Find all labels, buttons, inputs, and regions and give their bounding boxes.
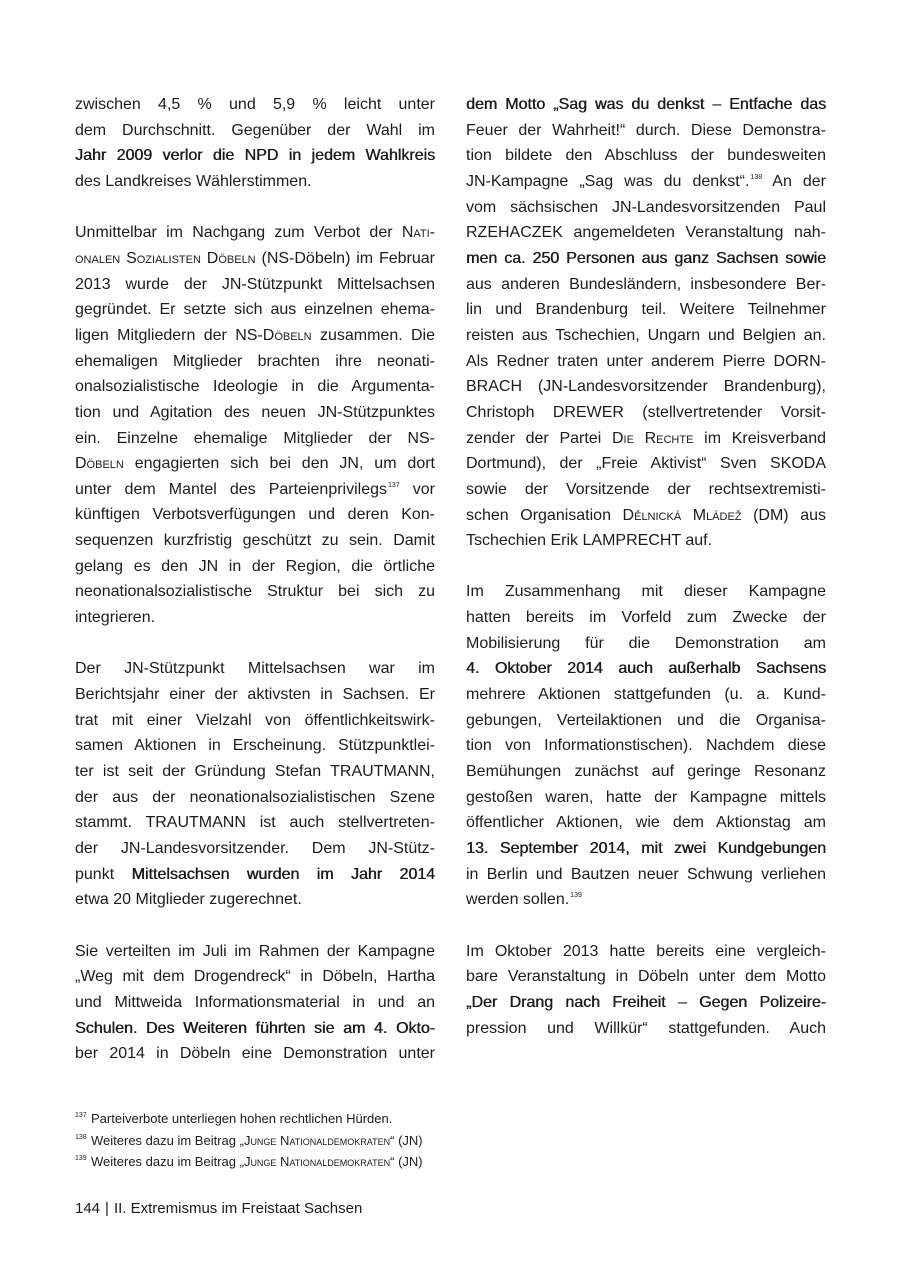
text-line [466,92,826,118]
text-run: Mobilisierung für die Demonstration am [466,634,826,652]
text-run: Dortmund), der „Freie Aktivist“ Sven SKODA [466,455,826,473]
emphasized-text-run: Jahr 2009 verlor die NPD in jedem Wahlkreis [75,147,435,165]
text-line [466,220,826,246]
small-caps-text-run: Döbeln [262,326,312,344]
text-line [75,169,435,195]
text-run: vom sächsischen JN-Landesvorsitzenden Paul [466,198,826,216]
text-line [466,939,826,965]
text-line [466,631,826,657]
text-run: stammt. TRAUTMANN ist auch stellvertreten- [75,814,435,832]
text-line [466,682,826,708]
text-line [75,862,435,888]
text-run: öffentlicher Aktionen, wie dem Aktionstag am [466,814,826,832]
running-section-title: II. Extremismus im Freistaat Sachsen [113,1200,363,1217]
text-run: trat mit einer Vielzahl von öffentlichkeitswirk- [75,711,435,729]
text-line [466,195,826,221]
footnote-reference: 138 [750,173,763,181]
text-line [75,272,435,298]
text-line [466,836,826,862]
text-run: gestoßen waren, hatte der Kampagne mittels [466,788,826,806]
text-run: in Berlin und Bautzen neuer Schwung verliehen [466,865,826,883]
text-run: im Kreisverband [693,429,826,447]
text-line [466,733,826,759]
text-run: engagierten sich bei den JN, um dort [123,455,435,473]
text-line [466,272,826,298]
text-run: Sie verteilten im Juli im Rahmen der Kampagne [75,942,435,960]
text-line [75,220,435,246]
text-run: Der JN-Stützpunkt Mittelsachsen war im [75,660,435,678]
text-run: tion und Agitation des neuen JN-Stützpunktes [75,403,435,421]
text-line [75,1041,435,1067]
footnote: 137 Parteiverbote unterliegen hohen rechtlichen Hürden. [75,1111,393,1126]
text-line [75,92,435,118]
text-line [75,246,435,272]
page-footer [75,1199,362,1219]
emphasized-text-run: 13. September 2014, mit zwei Kundgebungen [466,840,826,858]
text-run: “ (JN) [390,1154,423,1169]
text-line [75,118,435,144]
text-line [75,297,435,323]
text-line [466,169,826,195]
text-run: reisten aus Tschechien, Ungarn und Belgien an. [466,326,826,344]
text-line [466,374,826,400]
text-line [75,785,435,811]
text-line [75,554,435,580]
text-line [75,733,435,759]
text-line [75,400,435,426]
text-run: ber 2014 in Döbeln eine Demonstration unter [75,1045,435,1063]
text-line [75,990,435,1016]
left-text-column [75,92,435,1093]
emphasized-text-run: Mittelsachsen wurden im Jahr 2014 [131,865,435,883]
text-run: Berichtsjahr einer der aktivsten in Sachsen. Er [75,686,435,704]
text-run: Weiteres dazu im Beitrag „ [91,1154,244,1169]
small-caps-text-run: Nati- [401,224,435,242]
text-run: vor [399,480,436,498]
text-run: neonationalsozialistische Struktur bei sich zu [75,583,435,601]
text-run: Tschechien Erik LAMPRECHT auf. [466,532,713,550]
text-run: (DM) aus [741,506,826,524]
text-run: Feuer der Wahrheit!“ durch. Diese Demonstra- [466,121,826,139]
text-line [75,451,435,477]
text-line [75,143,435,169]
footnote: 139 Weiteres dazu im Beitrag „Junge Nationaldemokraten“ (JN) [75,1154,423,1169]
text-line [75,759,435,785]
text-run: gegründet. Er setzte sich aus einzelnen ehema- [75,301,435,319]
text-run: Weiteres dazu im Beitrag „ [91,1132,244,1148]
text-run: ter ist seit der Gründung Stefan TRAUTMANN, [75,763,435,781]
emphasized-text-run: dem Motto „Sag was du denkst – Entfache das [466,96,826,113]
text-run: Im Zusammenhang mit dieser Kampagne [466,583,826,601]
text-run: ehemaligen Mitglieder brachten ihre neonati- [75,352,435,370]
text-line [466,785,826,811]
text-run: gebungen, Verteilaktionen und die Organisa- [466,711,826,729]
text-line [75,528,435,554]
text-run: Unmittelbar im Nachgang zum Verbot der [75,224,402,242]
text-line [75,1016,435,1042]
text-line [466,1016,826,1042]
text-run: (NS-Döbeln) im Februar [255,249,436,267]
text-run: punkt [75,865,132,883]
small-caps-text-run: Döbeln [75,455,124,473]
text-run: mehrere Aktionen stattgefunden (u. a. Kund- [466,686,826,704]
text-run: onalsozialistische Ideologie in die Argumenta- [75,378,435,396]
text-line [466,708,826,734]
text-run: werden sollen. [466,891,570,909]
text-line [75,810,435,836]
text-run: etwa 20 Mitglieder zugerechnet. [75,891,302,909]
text-run: Als Redner traten unter anderem Pierre DORN- [466,352,826,370]
text-line [466,862,826,888]
text-run: ligen Mitgliedern der NS- [75,326,263,344]
text-run: Im Oktober 2013 hatte bereits eine vergleich- [466,942,826,960]
text-run: dem Durchschnitt. Gegenüber der Wahl im [75,121,435,139]
text-line [75,426,435,452]
text-run: RZEHACZEK angemeldeten Veranstaltung nah- [466,224,826,242]
text-run: aus anderen Bundesländern, insbesondere Ber- [466,275,826,293]
text-line [466,503,826,529]
emphasized-text-run: Schulen. Des Weiteren führten sie am 4. Okto- [75,1019,435,1037]
page-number: 144 [75,1200,101,1217]
text-line [75,374,435,400]
text-line [75,939,435,965]
text-line [466,349,826,375]
small-caps-text-run: onalen Sozialisten Döbeln [75,249,256,267]
text-run: bare Veranstaltung in Döbeln unter dem Motto [466,968,826,986]
text-line [466,887,826,913]
text-run: tion bildete den Abschluss der bundesweiten [466,147,826,165]
text-run: zender der Partei [466,429,612,447]
text-line [466,477,826,503]
text-run: JN-Kampagne „Sag was du denkst“. [466,172,750,190]
text-run: sowie der Vorsitzende der rechtsextremisti- [466,480,826,498]
paragraph [466,939,826,1042]
text-run: schen Organisation [466,506,623,524]
footnote: 138 Weiteres dazu im Beitrag „Junge Nationaldemokraten“ (JN) [75,1132,423,1148]
text-run: der aus der neonationalsozialistischen Szene [75,788,435,806]
text-line [466,964,826,990]
text-line [466,810,826,836]
text-line [75,887,435,913]
small-caps-text-run: Junge Nationaldemokraten [243,1154,391,1169]
paragraph [75,220,435,631]
text-run: künftigen Verbotsverfügungen und deren Kon- [75,506,435,524]
paragraph [75,656,435,913]
text-run: ein. Einzelne ehemalige Mitglieder der NS- [75,429,435,447]
text-run: zusammen. Die [311,326,436,344]
paragraph [466,92,826,554]
text-run: gelang es den JN in der Region, die örtliche [75,557,435,575]
text-run: und Mittweida Informationsmaterial in und an [75,993,435,1011]
emphasized-text-run: 4. Oktober 2014 auch außerhalb Sachsens [466,660,826,678]
text-line [466,323,826,349]
footnote-reference: 137 [388,481,400,489]
text-line [466,759,826,785]
text-run: des Landkreises Wählerstimmen. [75,172,312,190]
text-line [75,477,435,503]
footnote-reference: 139 [570,892,582,900]
text-line [466,656,826,682]
text-line [466,451,826,477]
text-run: An der [762,172,827,190]
text-line [75,323,435,349]
text-line [466,118,826,144]
small-caps-text-run: Die Rechte [611,429,694,447]
text-run: BRACH (JN-Landesvorsitzender Brandenburg), [466,378,826,396]
text-run: „Weg mit dem Drogendreck“ in Döbeln, Hartha [75,968,435,986]
text-run: “ (JN) [390,1132,423,1148]
text-line [75,349,435,375]
text-run: Parteiverbote unterliegen hohen rechtlichen Hürden. [91,1111,393,1126]
text-run: tion von Informationstischen). Nachdem diese [466,737,826,755]
text-line [75,836,435,862]
emphasized-text-run: „Der Drang nach Freiheit – Gegen Polizeire- [466,993,826,1011]
text-line [466,143,826,169]
paragraph [75,92,435,195]
text-run: integrieren. [75,609,156,627]
text-line [75,605,435,631]
text-run: zwischen 4,5 % und 5,9 % leicht unter [75,96,435,113]
right-text-column [466,92,826,1067]
text-run: lin und Brandenburg teil. Weitere Teilnehmer [466,301,826,319]
text-line [466,246,826,272]
text-run: Christoph DREWER (stellvertretender Vorsit- [466,403,826,421]
small-caps-text-run: Dělnická Mládež [622,506,742,524]
text-line [75,579,435,605]
footnotes [75,1108,475,1173]
text-run: Bemühungen zunächst auf geringe Resonanz [466,763,826,781]
text-line [466,528,826,554]
text-run: 2013 wurde der JN-Stützpunkt Mittelsachsen [75,275,435,293]
text-line [75,708,435,734]
text-line [75,502,435,528]
text-run: hatten bereits im Vorfeld zum Zwecke der [466,609,826,627]
text-run: pression und Willkür“ stattgefunden. Auch [466,1019,826,1037]
text-line [466,605,826,631]
text-run: sequenzen kurzfristig geschützt zu sein. Damit [75,532,435,550]
text-line [466,297,826,323]
paragraph [466,579,826,913]
text-line [466,400,826,426]
text-line [75,964,435,990]
text-line [75,682,435,708]
text-line [466,579,826,605]
footer-separator: | [105,1200,109,1217]
text-run: unter dem Mantel des Parteienprivilegs [75,480,388,498]
text-run: samen Aktionen in Erscheinung. Stützpunktlei- [75,737,435,755]
text-line [466,426,826,452]
emphasized-text-run: men ca. 250 Personen aus ganz Sachsen sowie [466,249,826,267]
text-run: der JN-Landesvorsitzender. Dem JN-Stütz- [75,840,435,857]
text-line [75,656,435,682]
paragraph [75,939,435,1067]
small-caps-text-run: Junge Nationaldemokraten [243,1132,391,1148]
text-line [466,990,826,1016]
